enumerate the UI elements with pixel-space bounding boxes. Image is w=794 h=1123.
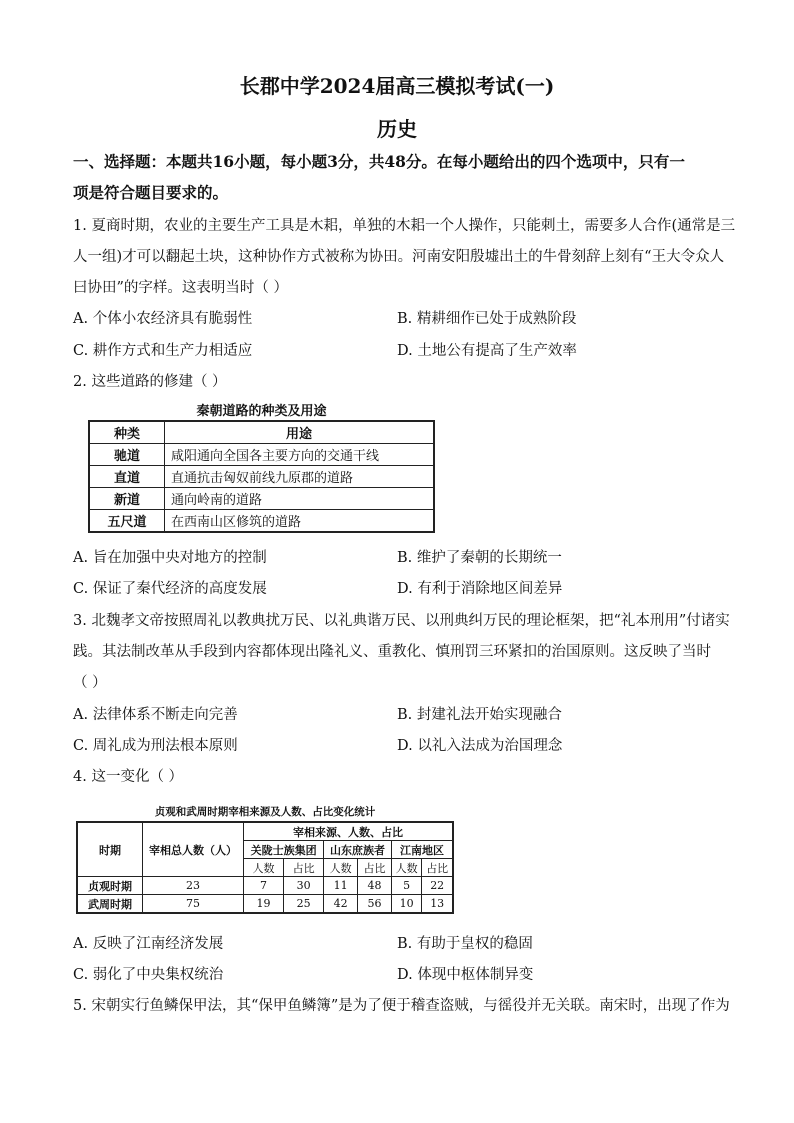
header-cell: 人数 (391, 859, 421, 877)
table-cell: 5 (391, 877, 421, 895)
table-header-row (89, 421, 434, 444)
header-cell: 用途 (165, 421, 435, 444)
table-cell: 在西南山区修筑的道路 (165, 510, 435, 533)
table-cell: 25 (284, 895, 324, 914)
q4-option-a: A. 反映了江南经济发展 (73, 936, 224, 952)
header-cell: 种类 (89, 421, 165, 444)
q2-option-d: D. 有利于消除地区间差异 (397, 581, 563, 597)
header-cell: 江南地区 (391, 841, 453, 859)
table-cell: 75 (143, 895, 244, 914)
table-row (89, 466, 434, 488)
qin-roads-table (88, 420, 435, 533)
q3-option-a: A. 法律体系不断走向完善 (73, 707, 238, 723)
header-cell: 宰相总人数（人） (143, 822, 244, 877)
table-cell: 新道 (89, 488, 165, 510)
table-cell: 56 (358, 895, 392, 914)
q4-stem: 4. 这一变化（ ） (73, 769, 184, 785)
table-row (77, 877, 453, 895)
table-row (89, 488, 434, 510)
q2-option-b: B. 维护了秦朝的长期统一 (397, 550, 562, 566)
q3-option-d: D. 以礼入法成为治国理念 (397, 738, 563, 754)
table-row (89, 510, 434, 533)
q1-stem-line2: 人一组)才可以翻起土块，这种协作方式被称为协田。河南安阳殷墟出土的牛骨刻辞上刻有“王大令众人 (73, 249, 725, 265)
table-cell: 30 (284, 877, 324, 895)
q1-option-a: A. 个体小农经济具有脆弱性 (73, 311, 253, 327)
table-cell: 23 (143, 877, 244, 895)
table-cell: 11 (324, 877, 358, 895)
table-cell: 驰道 (89, 444, 165, 466)
table-cell: 五尺道 (89, 510, 165, 533)
q2-stem: 2. 这些道路的修建（ ） (73, 374, 227, 390)
header-cell: 宰相来源、人数、占比 (244, 822, 454, 841)
table-cell: 13 (422, 895, 453, 914)
table-cell: 7 (244, 877, 284, 895)
q4-option-d: D. 体现中枢体制异变 (397, 967, 534, 983)
q4-table-caption: 贞观和武周时期宰相来源及人数、占比变化统计 (154, 806, 376, 818)
header-cell: 占比 (422, 859, 453, 877)
table-cell: 贞观时期 (77, 877, 143, 895)
q2-table-caption: 秦朝道路的种类及用途 (196, 404, 327, 419)
table-header-row (77, 822, 453, 841)
table-cell: 通向岭南的道路 (165, 488, 435, 510)
q2-option-c: C. 保证了秦代经济的高度发展 (73, 581, 267, 597)
q1-stem-line3: 曰协田”的字样。这表明当时（ ） (73, 280, 289, 296)
header-cell: 占比 (358, 859, 392, 877)
subject-title: 历史 (377, 117, 417, 141)
q1-option-c: C. 耕作方式和生产力相适应 (73, 343, 253, 359)
header-cell: 占比 (284, 859, 324, 877)
header-cell: 人数 (244, 859, 284, 877)
table-cell: 10 (391, 895, 421, 914)
table-row (89, 444, 434, 466)
q1-option-d: D. 土地公有提高了生产效率 (397, 343, 577, 359)
q2-option-a: A. 旨在加强中央对地方的控制 (73, 550, 267, 566)
q1-option-b: B. 精耕细作已处于成熟阶段 (397, 311, 577, 327)
section-heading-line1: 一、选择题：本题共16小题，每小题3分，共48分。在每小题给出的四个选项中，只有一 (73, 152, 685, 171)
table-cell: 42 (324, 895, 358, 914)
q3-stem-line2: 践。其法制改革从手段到内容都体现出隆礼义、重教化、慎刑罚三环紧扣的治国原则。这反映了当时 (73, 644, 711, 660)
q4-option-c: C. 弱化了中央集权统治 (73, 967, 224, 983)
table-cell: 咸阳通向全国各主要方向的交通干线 (165, 444, 435, 466)
table-cell: 直通抗击匈奴前线九原郡的道路 (165, 466, 435, 488)
q5-stem-line1: 5. 宋朝实行鱼鳞保甲法，其“保甲鱼鳞簿”是为了便于稽查盗贼，与徭役并无关联。南宋时，出现了作为 (73, 998, 730, 1014)
header-cell: 时期 (77, 822, 143, 877)
table-row (77, 895, 453, 914)
q3-option-b: B. 封建礼法开始实现融合 (397, 707, 562, 723)
exam-title: 长郡中学2024届高三模拟考试(一) (239, 74, 555, 98)
table-cell: 直道 (89, 466, 165, 488)
table-cell: 22 (422, 877, 453, 895)
table-cell: 19 (244, 895, 284, 914)
table-cell: 48 (358, 877, 392, 895)
header-cell: 人数 (324, 859, 358, 877)
q4-option-b: B. 有助于皇权的稳固 (397, 936, 533, 952)
header-cell: 山东庶族者 (324, 841, 392, 859)
q3-option-c: C. 周礼成为刑法根本原则 (73, 738, 238, 754)
table-cell: 武周时期 (77, 895, 143, 914)
tang-chancellors-table (76, 821, 454, 914)
header-cell: 关陇士族集团 (244, 841, 324, 859)
q3-stem-line1: 3. 北魏孝文帝按照周礼以教典扰万民、以礼典谐万民、以刑典纠万民的理论框架，把“礼本刑用”付诸实 (73, 613, 730, 629)
q1-stem-line1: 1. 夏商时期，农业的主要生产工具是木耜，单独的木耜一个人操作，只能刺土，需要多人合作(通常是三 (73, 218, 736, 234)
q3-stem-line3: （ ） (73, 675, 107, 691)
section-heading-line2: 项是符合题目要求的。 (73, 183, 229, 202)
